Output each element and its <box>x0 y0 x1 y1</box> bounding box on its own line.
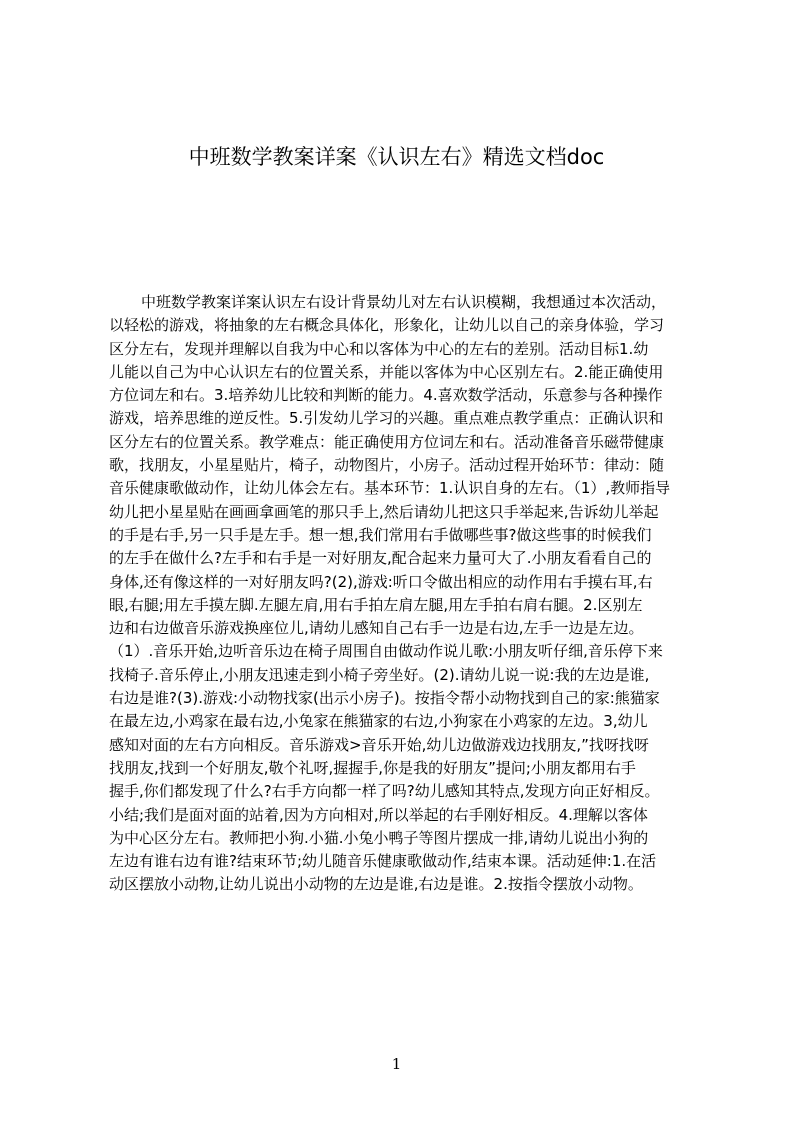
body-line: 身体,还有像这样的一对好朋友吗?(2),游戏:听口令做出相应的动作用右手摸右耳,右 <box>109 572 653 591</box>
body-line: 眼,右腿;用左手摸左脚.左腿左肩,用右手拍左肩左腿,用左手拍右肩右腿。2.区别左 <box>109 595 643 614</box>
body-line: 感知对面的左右方向相反。音乐游戏>音乐开始,幼儿边做游戏边找朋友,”找呀找呀 <box>109 735 649 754</box>
body-line: 握手,你们都发现了什么?右手方向都一样了吗?幼儿感知其特点,发现方向正好相反。 <box>109 782 660 801</box>
body-line: 为中心区分左右。教师把小狗.小猫.小兔小鸭子等图片摆成一排,请幼儿说出小狗的 <box>109 828 649 847</box>
body-line: 方位词左和右。3.培养幼儿比较和判断的能力。4.喜欢数学活动，乐意参与各种操作 <box>109 386 663 405</box>
body-line: 找椅子.音乐停止,小朋友迅速走到小椅子旁坐好。(2).请幼儿说一说:我的左边是谁, <box>109 665 650 684</box>
body-line: 幼儿把小星星贴在画画拿画笔的那只手上,然后请幼儿把这只手举起来,告诉幼儿举起 <box>109 502 659 521</box>
body-line: 的手是右手,另一只手是左手。想一想,我们常用右手做哪些事?做这些事的时候我们 <box>109 525 652 544</box>
body-line: 区分左右的位置关系。教学难点：能正确使用方位词左和右。活动准备音乐磁带健康 <box>109 432 665 451</box>
body-line: 游戏，培养思维的逆反性。5.引发幼儿学习的兴趣。重点难点教学重点：正确认识和 <box>109 409 664 428</box>
body-line: 边和右边做音乐游戏换座位儿,请幼儿感知自己右手一边是右边,左手一边是左边。 <box>109 619 644 638</box>
body-line: 中班数学教案详案认识左右设计背景幼儿对左右认识模糊，我想通过本次活动， <box>141 293 667 311</box>
body-line: 音乐健康歌做动作，让幼儿体会左右。基本环节：1.认识自身的左右。（1）,教师指导 <box>109 479 671 498</box>
body-line: 右边是谁?(3).游戏:小动物找家(出示小房子)。按指令帮小动物找到自己的家:熊猫家 <box>109 689 660 708</box>
body-line: 以轻松的游戏，将抽象的左右概念具体化，形象化，让幼儿以自己的亲身体验，学习 <box>109 316 665 335</box>
document-body <box>109 291 707 897</box>
page-number: 1 <box>391 1055 402 1073</box>
body-line: 区分左右，发现并理解以自我为中心和以客体为中心的左右的差别。活动目标1.幼 <box>109 339 649 358</box>
document-title: 中班数学教案详案《认识左右》精选文档doc <box>188 145 605 169</box>
body-line: 在最左边,小鸡家在最右边,小兔家在熊猫家的右边,小狗家在小鸡家的左边。3,幼儿 <box>109 712 648 731</box>
body-line: 的左手在做什么?左手和右手是一对好朋友,配合起来力量可大了.小朋友看看自己的 <box>109 549 652 568</box>
body-line: 儿能以自己为中心认识左右的位置关系，并能以客体为中心区别左右。2.能正确使用 <box>109 362 664 381</box>
body-line: （1）.音乐开始,边听音乐边在椅子周围自由做动作说儿歌:小朋友听仔细,音乐停下来 <box>109 642 663 661</box>
body-line: 动区摆放小动物,让幼儿说出小动物的左边是谁,右边是谁。2.按指令摆放小动物。 <box>109 875 643 894</box>
body-line: 找朋友,找到一个好朋友,敬个礼呀,握握手,你是我的好朋友”提问;小朋友都用右手 <box>109 758 636 777</box>
body-line: 左边有谁右边有谁?结束环节;幼儿随音乐健康歌做动作,结束本课。活动延伸:1.在活 <box>109 852 657 871</box>
body-line: 歌，找朋友，小星星贴片，椅子，动物图片，小房子。活动过程开始环节：律动：随 <box>109 456 665 475</box>
body-line: 小结;我们是面对面的站着,因为方向相对,所以举起的右手刚好相反。4.理解以客体 <box>109 805 648 824</box>
